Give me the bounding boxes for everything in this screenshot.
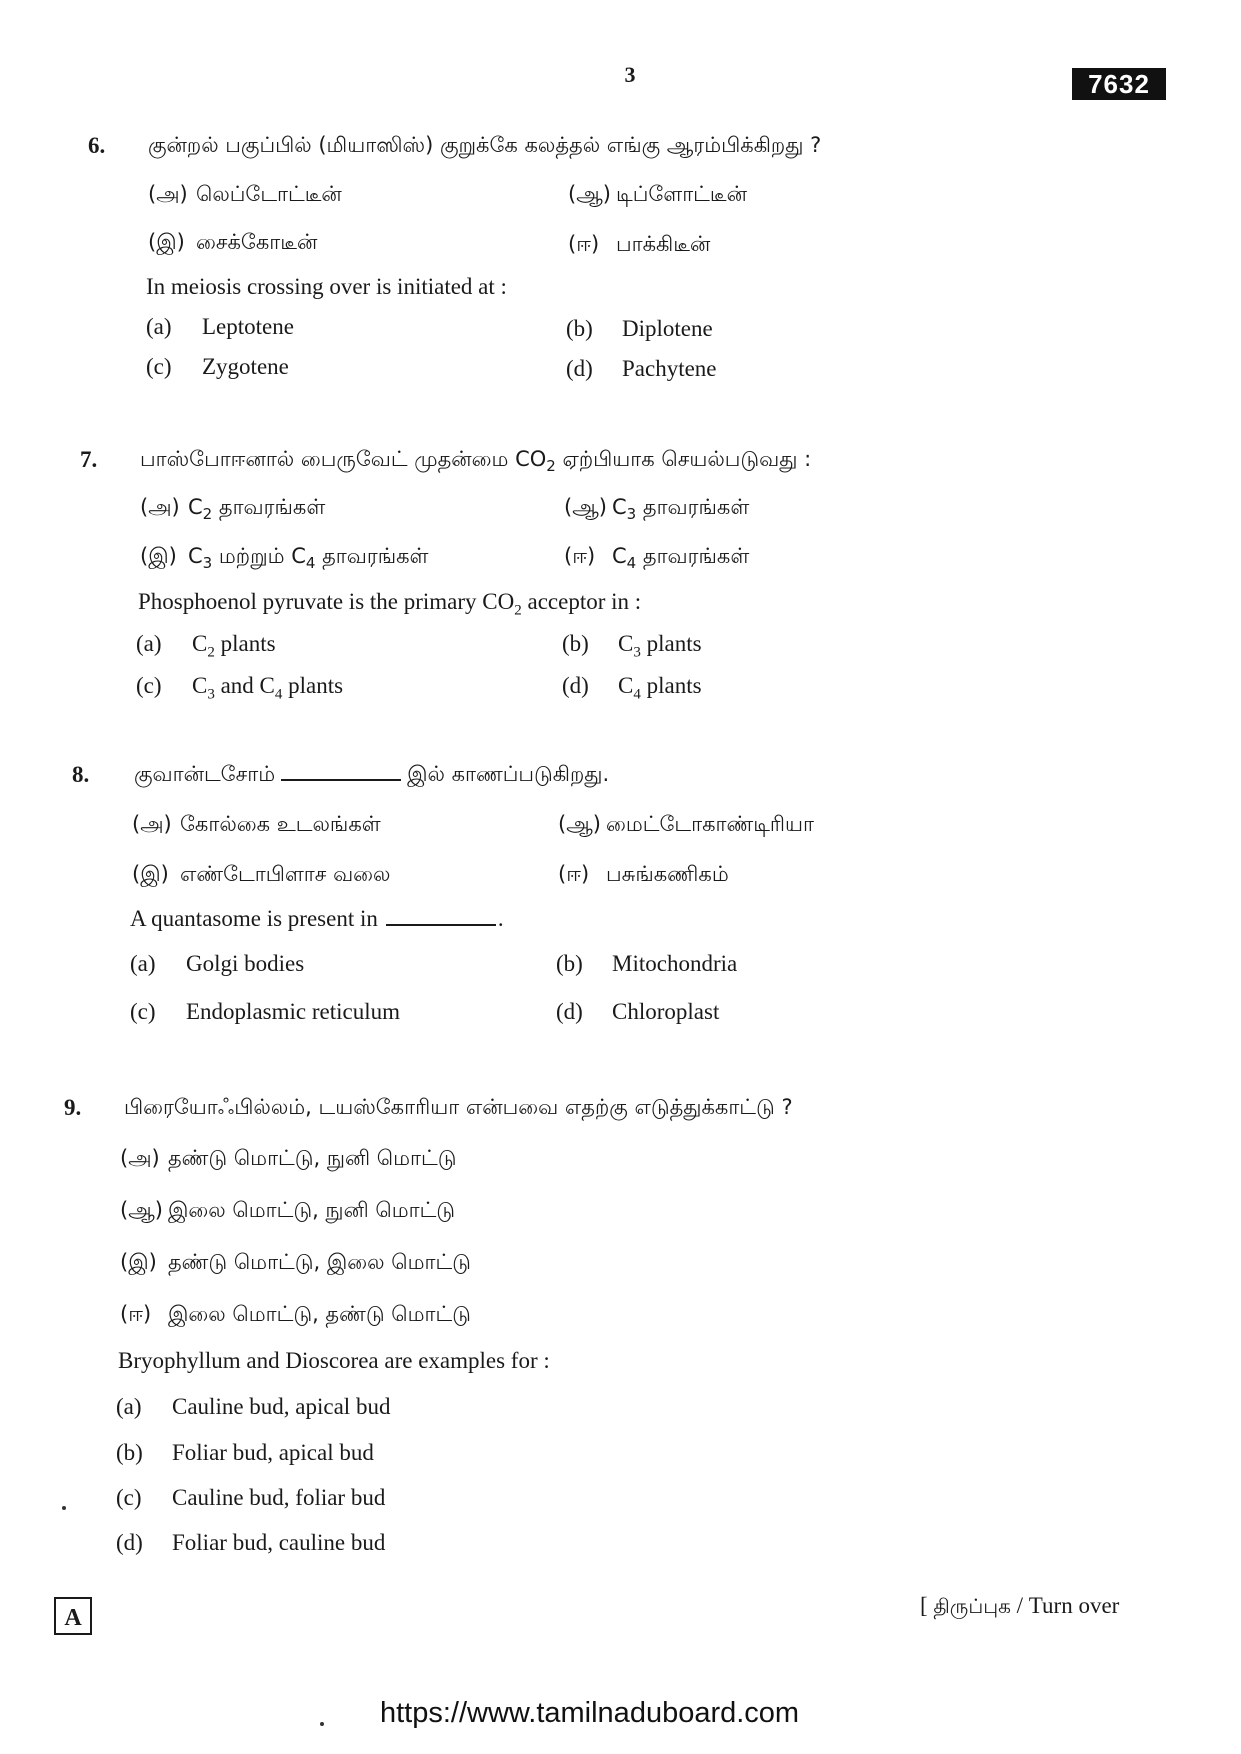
question-number: 8. [72,762,90,787]
option-letter: (ஆ) [558,812,601,836]
english-option [566,356,717,382]
exam-code-badge: 7632 [1072,68,1166,100]
english-option [556,951,737,977]
option-text: Foliar bud, apical bud [172,1440,374,1465]
option-letter: (c) [146,354,172,379]
option-letter: (ஈ) [564,544,596,568]
option-text: Mitochondria [612,951,738,976]
option-text: பசுங்கணிகம் [606,862,729,886]
speck [320,1722,324,1726]
option-letter: (a) [136,631,162,656]
english-option: (a) $C_2$ plants [136,631,276,661]
option-letter: (d) [566,356,593,381]
english-option [116,1485,385,1511]
option-letter: (அ) [148,182,188,206]
option-text: சைக்கோடீன் [196,230,318,254]
english-option [116,1530,385,1556]
option-text: Diplotene [622,316,713,341]
option-text: லெப்டோட்டீன் [196,182,342,206]
question-number: 9. [64,1095,82,1120]
option-text: Chloroplast [612,999,720,1024]
tamil-question-text: குவான்டசோம் இல் காணப்படுகிறது. [134,762,610,786]
tamil-option: (ஆ) $C_3$ தாவரங்கள் [564,495,750,524]
english-question-text: Phosphoenol pyruvate is the primary $CO_2$ acceptor in : [138,589,642,619]
english-question-text: A quantasome is present in . [130,906,504,931]
english-option [566,316,713,342]
option-letter: (b) [562,631,589,656]
option-letter: (a) [116,1394,142,1419]
option-text: Endoplasmic reticulum [186,999,400,1024]
turn-over-note: [ திருப்புக / Turn over [920,1593,1120,1618]
option-letter: (a) [130,951,156,976]
tamil-option: (ஈ) $C_4$ தாவரங்கள் [564,544,750,573]
option-text: Leptotene [202,314,294,339]
fill-in-blank [386,910,496,926]
option-letter: (இ) [148,230,185,254]
english-option [146,354,289,380]
option-letter: (இ) [140,544,177,568]
english-option: (d) $C_4$ plants [562,673,702,703]
option-letter: (c) [136,673,162,698]
option-letter: (d) [556,999,583,1024]
option-letter: (c) [116,1485,142,1510]
option-text: பாக்கிடீன் [616,232,711,256]
option-text: Cauline bud, apical bud [172,1394,391,1419]
english-option [116,1394,390,1420]
tamil-option: (இ) $C_3$ மற்றும் $C_4$ தாவரங்கள் [140,544,429,573]
option-letter: (ஈ) [120,1302,152,1326]
tamil-question-text: குன்றல் பகுப்பில் (மியாஸிஸ்) குறுக்கே கலத்தல் எங்கு ஆரம்பிக்கிறது ? [148,133,822,157]
tamil-option [120,1146,456,1173]
series-letter-box: A [54,1597,92,1635]
option-text: இலை மொட்டு, தண்டு மொட்டு [168,1302,471,1326]
english-option [116,1440,374,1466]
option-letter: (ஆ) [568,182,611,206]
tamil-option [120,1302,471,1329]
option-text: Cauline bud, foliar bud [172,1485,386,1510]
question-number: 7. [80,447,98,472]
option-letter: (ஆ) [564,495,607,519]
option-letter: (ஈ) [568,232,600,256]
tamil-option [558,862,729,889]
tamil-option [148,182,342,209]
option-text: Foliar bud, cauline bud [172,1530,386,1555]
tamil-question-text: பிரையோஃபில்லம், டயஸ்கோரியா என்பவை எதற்கு எடுத்துக்காட்டு ? [124,1095,793,1119]
english-option: (b) $C_3$ plants [562,631,702,661]
option-letter: (d) [116,1530,143,1555]
option-text: மைட்டோகாண்டிரியா [606,812,815,836]
english-question-text: In meiosis crossing over is initiated at : [146,274,507,299]
english-option [130,999,400,1025]
option-letter: (அ) [132,812,172,836]
option-letter: (அ) [120,1146,160,1170]
tamil-option [132,812,381,839]
tamil-option: (அ) $C_2$ தாவரங்கள் [140,495,326,524]
option-letter: (அ) [140,495,180,519]
option-text: தண்டு மொட்டு, இலை மொட்டு [168,1250,471,1274]
option-letter: (c) [130,999,156,1024]
option-letter: (ஈ) [558,862,590,886]
option-text: இலை மொட்டு, நுனி மொட்டு [168,1198,456,1222]
option-letter: (இ) [120,1250,157,1274]
speck [62,1506,66,1510]
option-text: டிப்ளோட்டீன் [616,182,747,206]
tamil-question-text: பாஸ்போஈனால் பைருவேட் முதன்மை $CO_2$ ஏற்பியாக செயல்படுவது : [140,447,812,476]
english-option [556,999,719,1025]
option-letter: (d) [562,673,589,698]
tamil-option [568,232,710,259]
tamil-option [558,812,814,839]
english-option [130,951,304,977]
option-text: Pachytene [622,356,717,381]
option-letter: (ஆ) [120,1198,163,1222]
tamil-option [132,862,390,889]
english-option: (c) $C_3$ and $C_4$ plants [136,673,344,703]
option-text: Golgi bodies [186,951,305,976]
option-letter: (b) [566,316,593,341]
page-number: 3 [624,62,636,87]
question-number: 6. [88,133,106,158]
english-question-text: Bryophyllum and Dioscorea are examples for : [118,1348,550,1373]
option-letter: (b) [116,1440,143,1465]
english-option [146,314,294,340]
option-letter: (b) [556,951,583,976]
option-text: தண்டு மொட்டு, நுனி மொட்டு [168,1146,457,1170]
option-letter: (a) [146,314,172,339]
option-letter: (இ) [132,862,169,886]
tamil-option [568,182,747,209]
tamil-option [120,1250,471,1277]
tamil-option [148,230,317,257]
tamil-option [120,1198,455,1225]
option-text: Zygotene [202,354,289,379]
option-text: எண்டோபிளாச வலை [180,862,391,886]
option-text: கோல்கை உடலங்கள் [180,812,381,836]
website-url[interactable]: https://www.tamilnaduboard.com [380,1697,800,1729]
fill-in-blank [281,763,401,781]
